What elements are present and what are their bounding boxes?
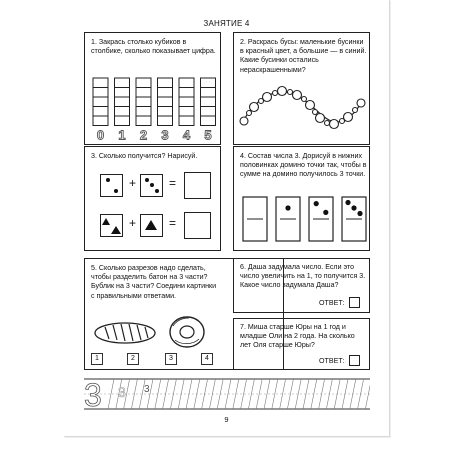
small-bead[interactable] — [325, 121, 330, 126]
cube[interactable] — [179, 116, 194, 126]
cube[interactable] — [93, 97, 108, 107]
equals-sign: = — [169, 176, 177, 190]
cube[interactable] — [136, 116, 151, 126]
cube[interactable] — [93, 107, 108, 117]
triangle-icon — [140, 214, 163, 237]
task-3-text: 3. Сколько получится? Нарисуй. — [91, 152, 198, 160]
domino-dot — [351, 205, 356, 210]
cube[interactable] — [115, 78, 130, 88]
task-6-layout — [233, 258, 370, 313]
domino-dot — [357, 211, 362, 216]
plus-sign-2: + — [129, 216, 137, 230]
cube[interactable] — [158, 78, 173, 88]
cube[interactable] — [179, 78, 194, 88]
cube[interactable] — [201, 88, 216, 98]
dot — [106, 178, 110, 182]
cube[interactable] — [115, 116, 130, 126]
cube[interactable] — [115, 107, 130, 117]
cube[interactable] — [179, 88, 194, 98]
equals-sign-2: = — [169, 216, 177, 230]
triangles-icon — [100, 214, 123, 237]
answer-option-1[interactable]: 1 — [91, 353, 103, 365]
digit-label: 3 — [161, 127, 169, 143]
domino-dot — [345, 200, 350, 205]
digit-label: 0 — [96, 127, 105, 143]
plus-sign: + — [129, 176, 137, 190]
cube[interactable] — [201, 97, 216, 107]
task-6-answer-box[interactable] — [349, 297, 360, 308]
large-bead[interactable] — [316, 114, 325, 123]
cube[interactable] — [115, 88, 130, 98]
large-bead[interactable] — [344, 113, 353, 122]
digit-label: 4 — [182, 127, 191, 143]
domino-bottom-half[interactable] — [310, 220, 332, 240]
practice-digit-large: 3 — [84, 377, 102, 413]
cube[interactable] — [136, 88, 151, 98]
cube[interactable] — [136, 107, 151, 117]
small-bead[interactable] — [288, 90, 293, 95]
cube[interactable] — [201, 78, 216, 88]
task-4-box — [233, 146, 370, 251]
large-bead[interactable] — [330, 120, 339, 129]
cube[interactable] — [201, 107, 216, 117]
large-bead[interactable] — [278, 87, 287, 96]
large-bead[interactable] — [306, 101, 315, 110]
large-bead[interactable] — [293, 91, 302, 100]
bread-loaf-icon — [93, 321, 157, 345]
task-3-box — [84, 146, 221, 251]
cube[interactable] — [158, 107, 173, 117]
small-bead[interactable] — [247, 111, 252, 116]
large-bead[interactable] — [263, 93, 272, 102]
cube-columns — [85, 76, 220, 144]
page-number: 9 — [224, 415, 229, 424]
cube[interactable] — [136, 78, 151, 88]
cube[interactable] — [201, 116, 216, 126]
task-5-text: 5. Сколько разрезов надо сделать, чтобы разделить батон на 3 части? Бублик на 3 части? Соедини картинки с правильными ответами. — [91, 264, 217, 300]
task-7-question: 7. Миша старше Юры на 1 год и младше Оли на 2 года. На сколько лет Оля старше Юры? — [240, 323, 355, 350]
handwriting-practice-lines — [84, 375, 370, 413]
dot — [150, 183, 154, 187]
dice-card-1a — [100, 174, 123, 197]
task-1-text: 1. Закрась столько кубиков в столбике, сколько показывает цифра. — [91, 38, 216, 56]
domino-bottom-half[interactable] — [244, 220, 266, 240]
cube-grid — [93, 78, 216, 143]
domino-bottom-half[interactable] — [277, 220, 299, 240]
cube[interactable] — [93, 116, 108, 126]
cube[interactable] — [93, 78, 108, 88]
domino-dot — [285, 205, 290, 210]
beads-necklace — [234, 81, 369, 145]
answer-option-3[interactable]: 3 — [165, 353, 177, 365]
dot — [155, 189, 159, 193]
practice-digit-medium: 3 — [118, 384, 126, 400]
task-6-question: 6. Даша задумала число. Если это число увеличить на 1, то получится 3. Какое число задумала Даша? — [240, 263, 366, 290]
small-bead[interactable] — [313, 110, 318, 115]
page-title: ЗАНЯТИЕ 4 — [203, 19, 250, 28]
small-bead[interactable] — [273, 91, 278, 96]
digit-label: 2 — [139, 127, 148, 143]
task-6-answer-label: ОТВЕТ: — [319, 299, 345, 307]
cube[interactable] — [158, 116, 173, 126]
small-bead[interactable] — [353, 108, 358, 113]
task-7-layout — [233, 318, 370, 370]
small-bead[interactable] — [302, 97, 307, 102]
task-7-answer-box[interactable] — [349, 355, 360, 366]
dot — [145, 178, 149, 182]
dot — [114, 189, 118, 193]
task-2-text: 2. Раскрась бусы: маленькие бусинки в красный цвет, а большие — в синий. Какие бусинки остались нераскрашенными? — [240, 38, 367, 74]
beads — [240, 87, 365, 129]
workbook-page — [64, 0, 390, 437]
large-bead[interactable] — [250, 103, 259, 112]
domino-bottom-half[interactable] — [343, 220, 365, 240]
domino-dot — [323, 210, 328, 215]
answer-square-1[interactable] — [184, 172, 211, 199]
cube[interactable] — [93, 88, 108, 98]
answer-option-2[interactable]: 2 — [127, 353, 139, 365]
bagel-icon — [167, 314, 207, 350]
dominoes — [234, 195, 369, 250]
domino-dot — [314, 201, 319, 206]
task-2-box — [233, 32, 370, 145]
practice-digit-small: 3 — [144, 384, 150, 395]
large-bead[interactable] — [357, 99, 365, 107]
cube[interactable] — [115, 97, 130, 107]
task-4-text: 4. Состав числа 3. Дорисуй в нижних половинках домино точки так, чтобы в сумме на домино получилось 3 точки. — [240, 152, 367, 179]
cube[interactable] — [158, 97, 173, 107]
task-7-answer-label: ОТВЕТ: — [319, 357, 345, 365]
digit-label: 5 — [204, 127, 212, 143]
digit-label: 1 — [118, 127, 126, 143]
cube[interactable] — [179, 97, 194, 107]
cube[interactable] — [179, 107, 194, 117]
task-1-box — [84, 32, 221, 145]
answer-square-2[interactable] — [184, 212, 211, 239]
cube[interactable] — [158, 88, 173, 98]
large-bead[interactable] — [240, 117, 248, 125]
cube[interactable] — [136, 97, 151, 107]
answer-option-4[interactable]: 4 — [201, 353, 213, 365]
